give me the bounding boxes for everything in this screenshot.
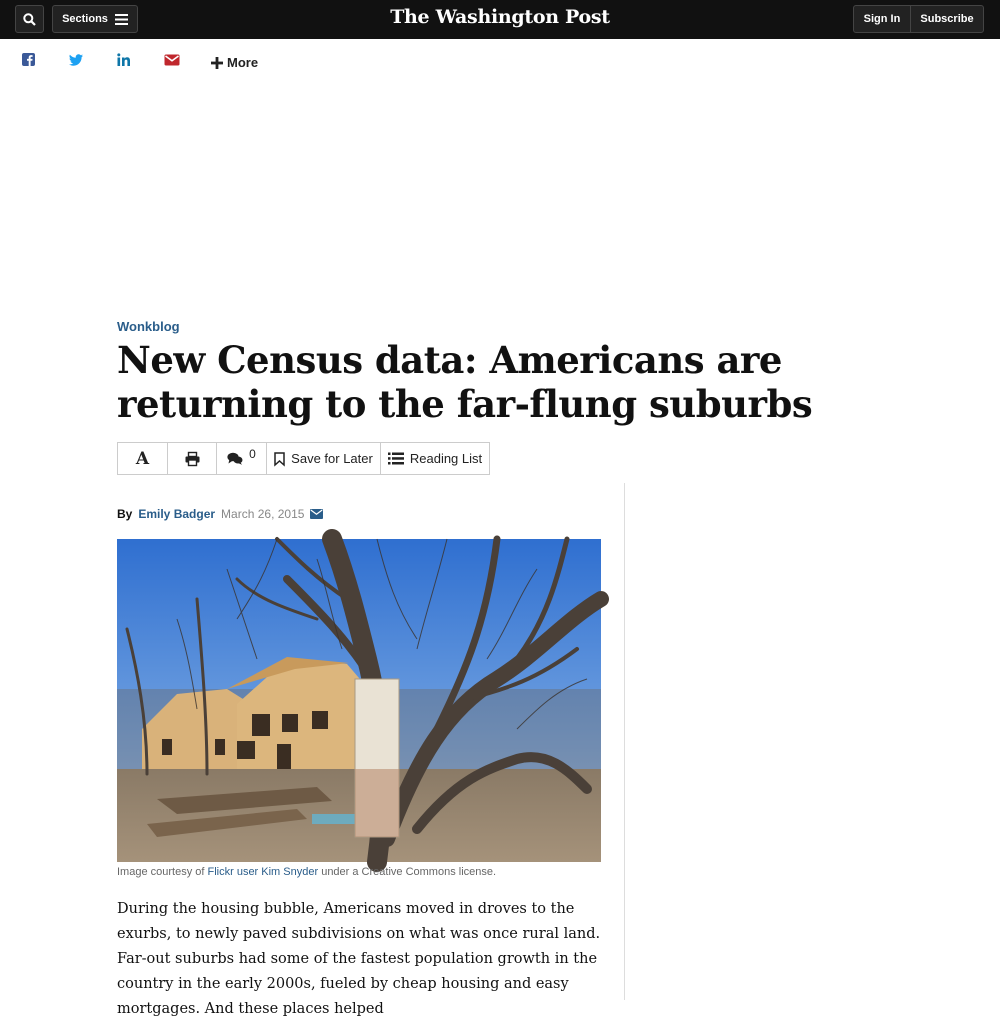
subscribe-button[interactable]: Subscribe: [910, 5, 984, 33]
email-icon[interactable]: [164, 52, 180, 68]
right-rail-divider: [624, 483, 625, 1000]
twitter-icon[interactable]: [68, 52, 84, 68]
caption-prefix: Image courtesy of: [117, 866, 208, 878]
email-author-icon[interactable]: [310, 509, 323, 519]
top-nav-bar: [0, 0, 1000, 39]
print-button[interactable]: [168, 443, 217, 474]
article-photo: [117, 539, 601, 862]
byline-prefix: By: [117, 507, 133, 521]
sections-label: Sections: [62, 13, 108, 25]
byline: [117, 507, 323, 521]
sign-in-button[interactable]: Sign In: [853, 5, 911, 33]
font-size-icon: A: [135, 448, 150, 469]
font-size-button[interactable]: [118, 443, 168, 474]
save-for-later-label: Save for Later: [291, 451, 373, 466]
plus-icon: [211, 57, 223, 69]
more-share-button[interactable]: [211, 55, 258, 70]
print-icon: [185, 452, 200, 466]
article-body-paragraph: During the housing bubble, Americans moved in droves to the exurbs, to newly paved subdivisions on what was once rural land. Far-out suburbs had some of the fastest population growth in the country in the early 2000s, fueled by cheap housing and easy mortgages. And these places helped: [117, 901, 601, 1017]
photo-caption: [117, 866, 496, 878]
washington-post-logo[interactable]: The Washington Post: [390, 6, 610, 28]
publish-date: March 26, 2015: [221, 507, 305, 521]
more-label: More: [227, 55, 259, 70]
linkedin-icon[interactable]: [116, 52, 132, 68]
bookmark-icon: [274, 452, 285, 466]
author-link[interactable]: Emily Badger: [138, 507, 216, 521]
article-tools: [117, 442, 490, 475]
comment-count: 0: [249, 446, 256, 461]
reading-list-label: Reading List: [409, 451, 483, 466]
caption-suffix: under a Creative Commons license.: [318, 866, 497, 878]
caption-credit-link[interactable]: Flickr user Kim Snyder: [207, 866, 319, 878]
comments-icon: [227, 452, 243, 465]
list-icon: [388, 452, 404, 465]
section-kicker[interactable]: Wonkblog: [117, 319, 180, 334]
comments-button[interactable]: [217, 443, 267, 474]
save-for-later-button[interactable]: [267, 443, 381, 474]
facebook-icon[interactable]: [21, 52, 37, 68]
article-headline: New Census data: Americans are returning to the far-flung suburbs: [117, 338, 813, 426]
reading-list-button[interactable]: [381, 443, 489, 474]
